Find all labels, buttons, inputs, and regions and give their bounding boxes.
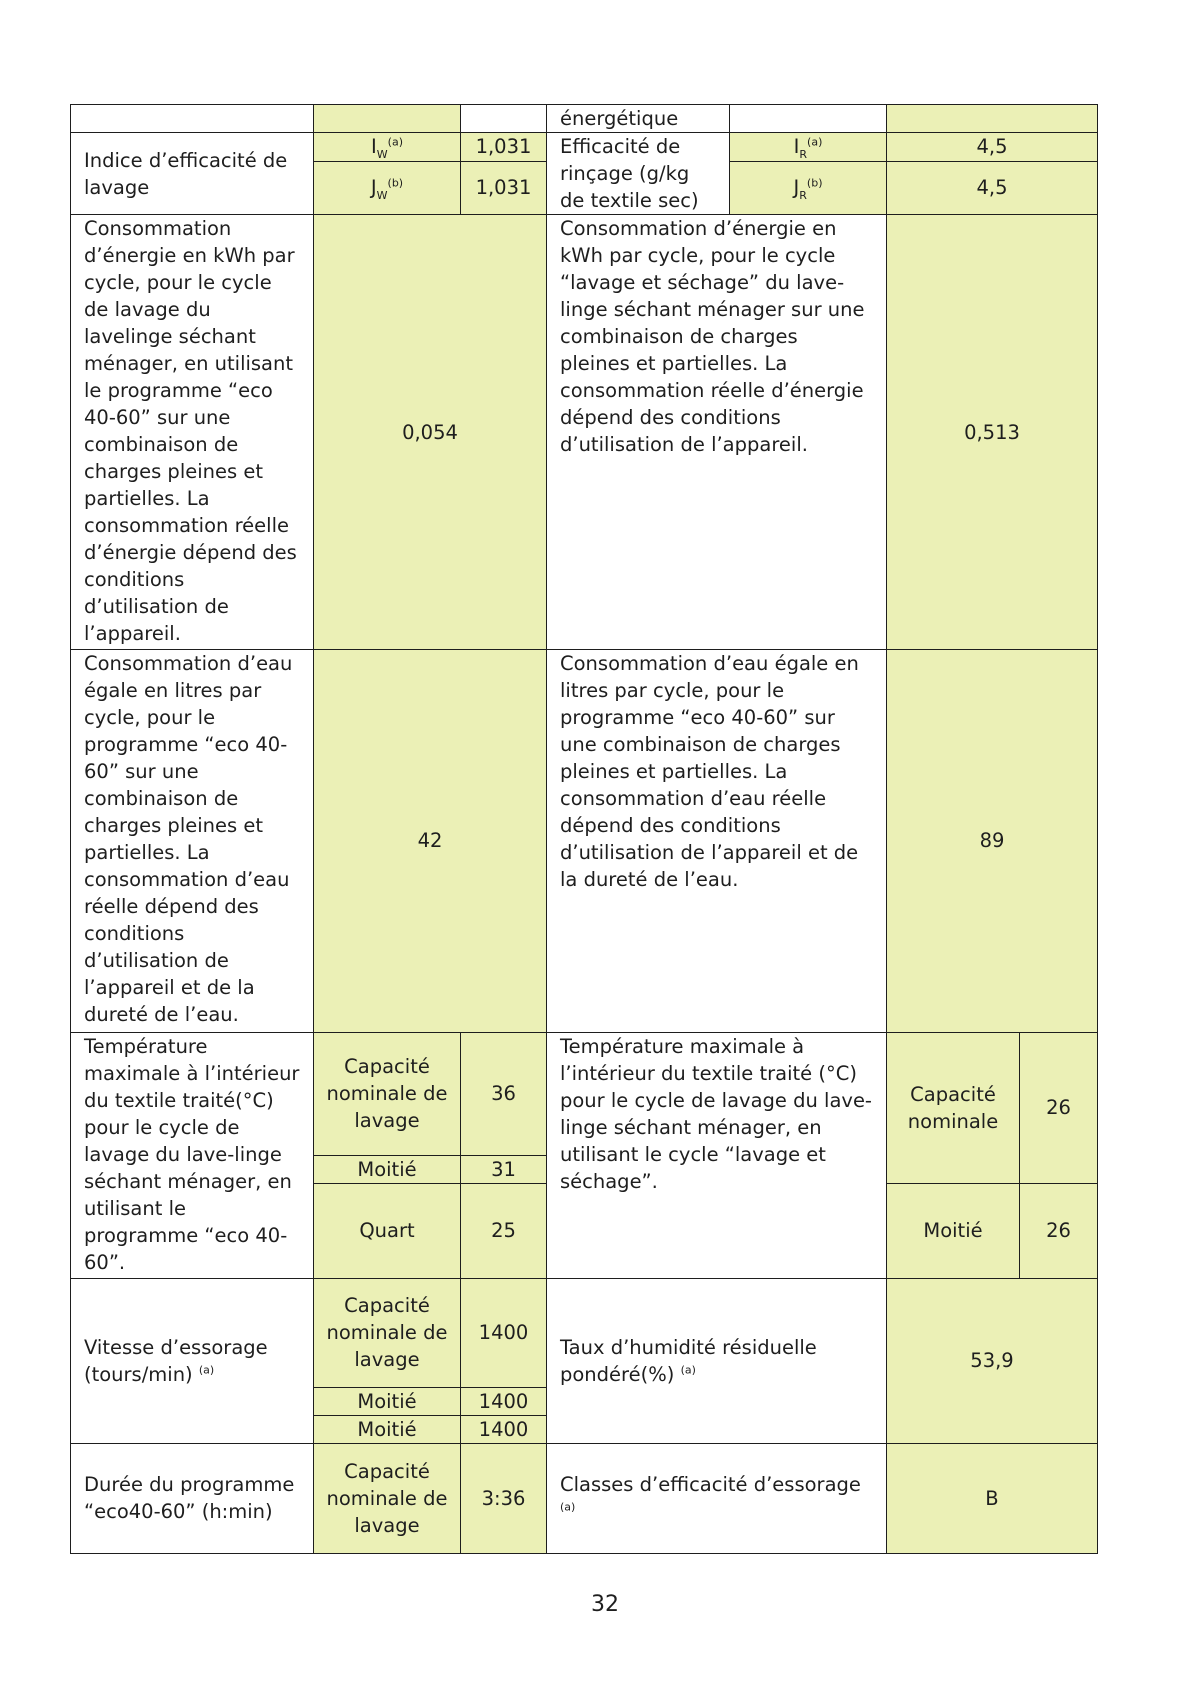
cell-empty <box>730 105 887 133</box>
duration-sub-label: Capacité nominale de lavage <box>314 1443 461 1553</box>
cell-empty <box>461 105 547 133</box>
cell-empty <box>887 105 1098 133</box>
temp-right-sub-label: Moitié <box>887 1183 1020 1278</box>
temp-sub-value: 31 <box>461 1155 547 1183</box>
energy-spec-table <box>70 104 1098 1554</box>
spin-sub-label: Capacité nominale de lavage <box>314 1278 461 1387</box>
iw-symbol: $I_W^{(a)}$ <box>314 133 461 162</box>
residual-moisture-value: 53,9 <box>887 1278 1098 1443</box>
jr-symbol: $J_R^{(b)}$ <box>730 161 887 214</box>
water-wash-dry-value: 89 <box>887 650 1098 1032</box>
spin-sub-value: 1400 <box>461 1415 547 1443</box>
temp-sub-value: 25 <box>461 1183 547 1278</box>
temp-sub-value: 36 <box>461 1032 547 1155</box>
residual-moisture-label: Taux d’humidité résiduelle pondéré(%) $^{(a)}$ <box>547 1278 887 1443</box>
temp-sub-label: Quart <box>314 1183 461 1278</box>
energy-wash-dry-label: Consommation d’énergie en kWh par cycle, pour le cycle “lavage et séchage” du lave-linge séchant ménager sur une combinaison de charges pleines et partielles. La consommation réelle d’énergie dépend des conditions d’utilisation de l’appareil. <box>547 215 887 650</box>
temp-right-sub-label: Capacité nominale <box>887 1032 1020 1183</box>
right-label-continued: énergétique <box>547 105 730 133</box>
temperature-wash-label: Température maximale à l’intérieur du textile traité(°C) pour le cycle de lavage du lave-linge séchant ménager, en utilisant le programme “eco 40-60”. <box>71 1032 314 1278</box>
jw-value: 1,031 <box>461 161 547 214</box>
water-wash-value: 42 <box>314 650 547 1032</box>
spin-sub-label: Moitié <box>314 1415 461 1443</box>
temp-sub-label: Capacité nominale de lavage <box>314 1032 461 1155</box>
ir-value: 4,5 <box>887 133 1098 162</box>
energy-wash-label: Consommation d’énergie en kWh par cycle, pour le cycle de lavage du lavelinge séchant ménager, en utilisant le programme “eco 40-60” sur une combinaison de charges pleines et partielles. La consommation réelle d’énergie dépend des conditions d’utilisation de l’appareil. <box>71 215 314 650</box>
water-wash-label: Consommation d’eau égale en litres par cycle, pour le programme “eco 40-60” sur une combinaison de charges pleines et partielles. La consommation d’eau réelle dépend des conditions d’utilisation de l’appareil et de la dureté de l’eau. <box>71 650 314 1032</box>
energy-wash-dry-value: 0,513 <box>887 215 1098 650</box>
temp-right-sub-value: 26 <box>1020 1032 1098 1183</box>
iw-value: 1,031 <box>461 133 547 162</box>
duration-value: 3:36 <box>461 1443 547 1553</box>
cell-empty <box>314 105 461 133</box>
jr-value: 4,5 <box>887 161 1098 214</box>
rinse-efficiency-label: Efficacité de rinçage (g/kg de textile sec) <box>547 133 730 215</box>
page-number: 32 <box>591 1592 619 1617</box>
energy-wash-value: 0,054 <box>314 215 547 650</box>
jw-symbol: $J_W^{(b)}$ <box>314 161 461 214</box>
temperature-wash-dry-label: Température maximale à l’intérieur du textile traité (°C) pour le cycle de lavage du lave-linge séchant ménager, en utilisant le cycle “lavage et séchage”. <box>547 1032 887 1278</box>
ir-symbol: $I_R^{(a)}$ <box>730 133 887 162</box>
spin-speed-label: Vitesse d’essorage (tours/min) $^{(a)}$ <box>71 1278 314 1443</box>
water-wash-dry-label: Consommation d’eau égale en litres par cycle, pour le programme “eco 40-60” sur une combinaison de charges pleines et partielles. La consommation d’eau réelle dépend des conditions d’utilisation de l’appareil et de la dureté de l’eau. <box>547 650 887 1032</box>
program-duration-label: Durée du programme “eco40-60” (h:min) <box>71 1443 314 1553</box>
spin-efficiency-class-label: Classes d’efficacité d’essorage $^{(a)}$ <box>547 1443 887 1553</box>
cell-empty <box>71 105 314 133</box>
wash-efficiency-label: Indice d’efficacité de lavage <box>71 133 314 215</box>
spin-sub-value: 1400 <box>461 1387 547 1415</box>
spin-efficiency-class-value: B <box>887 1443 1098 1553</box>
spin-sub-value: 1400 <box>461 1278 547 1387</box>
spin-sub-label: Moitié <box>314 1387 461 1415</box>
temp-right-sub-value: 26 <box>1020 1183 1098 1278</box>
temp-sub-label: Moitié <box>314 1155 461 1183</box>
